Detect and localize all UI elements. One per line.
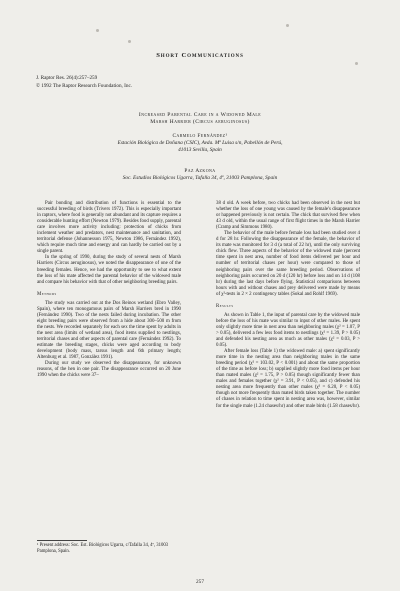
footnote-divider	[37, 540, 87, 541]
journal-citation	[36, 75, 132, 90]
article-title-line1: Increased Parental Care in a Widowed Male	[138, 112, 262, 118]
specks	[96, 29, 99, 32]
left-column	[37, 201, 181, 379]
author-name: Carmelo Fernández¹	[172, 133, 228, 139]
author-affiliation: Soc. Estudios Biológicos Ugarra, Tafalla 34, 4º, 31003 Pamplona, Spain	[122, 175, 278, 181]
body-paragraph: The behavior of the male before female loss had been studied over 4 d for 28 hr. Following the disappearance of the female, the behavior of its mate was monitored for 3 d (a total of 22 hr), until the only surviving chick flew. Three aspects of the behavior of the widowed male (percent time spent in nest area, number of food items delivered per hour and number of territorial chases per hour) were compared to those of neighboring pairs over the same breeding period. Observations of neighboring pairs occurred on 20 d (120 hr) before loss and on 14 d (108 hr) during the last days before flying. Statistical comparisons between hours with and without chases and prey delivered were made by means of χ²-tests in 2 × 2 contingency tables (Sokal and Rohlf 1969).	[216, 231, 360, 297]
body-paragraph: As shown in Table 1, the input of parental care by the widowed male before the loss of his mate was similar to input of other males. He spent only slightly more time in nest area than neighboring males (χ² = 1.07, P > 0.05), delivered a few less food items to nestlings (χ² = 1.39, P > 0.05) and defended his nesting area as much as other males (χ² = 0.03, P > 0.05).	[216, 312, 360, 349]
specks	[355, 62, 358, 65]
right-column	[216, 201, 360, 410]
body-paragraph: After female loss (Table 1) the widowed male: a) spent significantly more time in the nesting area than neighboring males in the same breeding period (χ² = 103.02, P < 0.001) and about the same proportion of the time as before loss; b) supplied slightly more food items per hour than mated males (χ² = 1.75, P > 0.05) though significantly fewer than males and females together (χ² = 3.91, P < 0.05), and c) defended his nesting area more frequently than other males (χ² = 6.20, P < 0.05) though not more frequently than mated birds taken together. The number of chases in relation to time spent in nesting area was, however, similar for the single male (1.24 chases/hr) and other male birds (1.58 chases/hr).	[216, 349, 360, 409]
body-paragraph: Pair bonding and distribution of functions is essential to the successful breeding of birds (Trivers 1972). This is especially important in raptors, where food is generally not abundant and its capture requires a considerable hunting effort (Newton 1979). Besides food supply, parental care involves more activity including: protection of chicks from inclement weather and predators, nest maintenance and sanitation, and territorial defense (Johannesson 1975, Newton 1986, Fernández 1992), which require much time and energy and can hardly be carried out by a single parent.	[37, 201, 181, 255]
author-affiliation: 41013 Sevilla, Spain	[178, 147, 222, 153]
body-paragraph: In the spring of 1990, during the study of several nests of Marsh Harriers (Circus aeruginosus), we noted the disappearance of one of the breeding females. Hence, we had the opportunity to see to what extent the loss of his mate affected the parental behavior of the widowed male and compare his behavior with that of other neighboring breeding pairs.	[37, 255, 181, 285]
author-name: Paz Azkona	[184, 168, 216, 174]
specks	[128, 40, 131, 43]
methods-heading: Methods	[37, 291, 57, 297]
author-block-2	[0, 168, 400, 182]
section-title: Short Communications	[156, 52, 244, 59]
journal-volume: J. Raptor Res. 26(4):257–259	[36, 75, 98, 81]
results-heading: Results	[216, 303, 234, 309]
author-block-1	[0, 133, 400, 154]
body-paragraph: During our study we observed the disappearance, for unknown reasons, of the hen in one pair. The disappearance occurred on 20 June 1990 when the chicks were 37–	[37, 361, 181, 379]
author-affiliation: Estación Biológica de Doñana (CSIC), Avda. Mª Luisa s/n, Pabellón de Perú,	[117, 140, 283, 146]
article-title	[0, 112, 400, 126]
article-title-line2: Marsh Harrier (Circus aeruginosus)	[150, 119, 250, 125]
page-number: 257	[196, 579, 204, 585]
specks	[286, 24, 289, 27]
body-paragraph: The study was carried out at the Dos Reinos wetland (Ebro Valley, Spain), where ten monogamous pairs of Marsh Harriers bred in 1990 (Fernández 1990). Two of the nests failed during incubation. The other eight breeding pairs were observed from a hide about 300–500 m from the nests. We recorded separately for each sex the time spent by adults in the nest area (limits of wetland area), food items supplied to nestlings, territorial chases and other aspects of parental care (Fernández 1992). To estimate the breeding stages, chicks were aged according to body development (body mass, tarsus length and 6th primary length; Altenburg et al. 1987, González 1991).	[37, 300, 181, 361]
footnote: ¹ Present address: Soc. Est. Biológicos Ugarra, c/Tafalla 34, 4º, 31003 Pamplona, Spain.	[37, 543, 169, 554]
copyright-line: © 1992 The Raptor Research Foundation, Inc.	[36, 82, 133, 89]
body-paragraph: 38 d old. A week before, two chicks had been observed in the nest but whether the loss of one young was caused by the female's disappearance or happened previously is not certain. The chick that survived flew when 43 d old, within the usual range of first flight times in the Marsh Harrier (Cramp and Simmons 1980).	[216, 201, 360, 231]
